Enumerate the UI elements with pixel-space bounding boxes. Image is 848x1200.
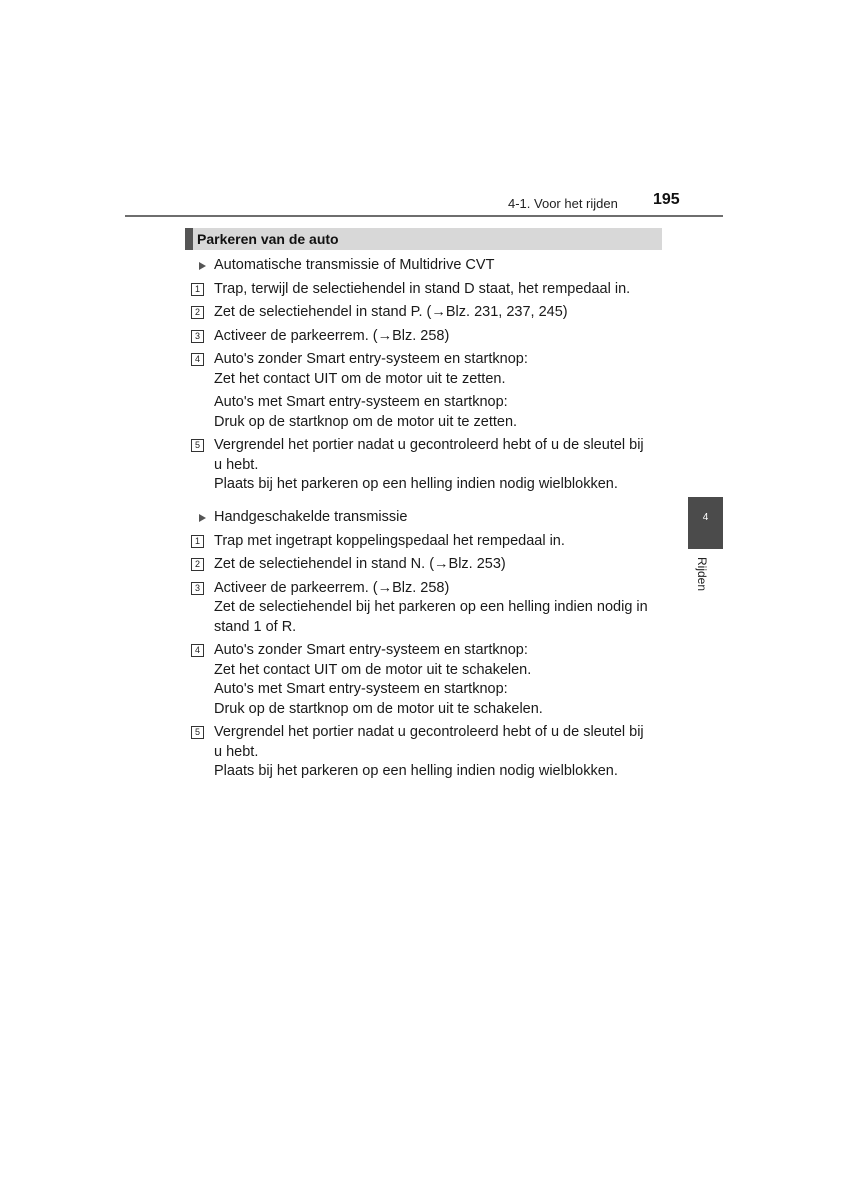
chapter-tab <box>688 497 723 549</box>
step-text-line: Vergrendel het portier nadat u gecontroleerd hebt of u de sleutel bij <box>214 724 644 740</box>
step-text-line: Plaats bij het parkeren op een helling indien nodig wielblokken. <box>214 763 618 779</box>
chapter-number: 4 <box>702 512 709 523</box>
step-text-line: Zet de selectiehendel in stand N. (→Blz. 253) <box>214 556 506 572</box>
step-text-line: Auto's met Smart entry-systeem en startknop: <box>214 394 508 410</box>
step-text-line: Vergrendel het portier nadat u gecontroleerd hebt of u de sleutel bij <box>214 437 644 453</box>
page-number: 195 <box>653 191 680 208</box>
header-divider <box>125 215 723 217</box>
step-text-line: Zet het contact UIT om de motor uit te zetten. <box>214 370 506 387</box>
subsection-heading: Handgeschakelde transmissie <box>214 509 408 525</box>
triangle-bullet-icon <box>199 262 206 270</box>
step-number-box: 3 <box>191 330 204 343</box>
step-text-line: u hebt. <box>214 743 259 760</box>
step-text-line: Trap, terwijl de selectiehendel in stand D staat, het rempedaal in. <box>214 280 631 297</box>
step-text-line: Auto's zonder Smart entry-systeem en startknop: <box>214 642 528 658</box>
step-text-line: Plaats bij het parkeren op een helling indien nodig wielblokken. <box>214 476 618 492</box>
step-text-line: Auto's met Smart entry-systeem en startknop: <box>214 681 508 697</box>
step-number-box: 4 <box>191 353 204 366</box>
step-text-line: Zet het contact UIT om de motor uit te schakelen. <box>214 661 532 678</box>
step-text-line: Activeer de parkeerrem. (→Blz. 258) <box>214 579 450 596</box>
step-text-line: u hebt. <box>214 456 259 473</box>
step-text-line: Zet de selectiehendel in stand P. (→Blz. 231, 237, 245) <box>214 304 568 320</box>
step-text-line: Auto's zonder Smart entry-systeem en startknop: <box>214 351 528 367</box>
subsection-heading: Automatische transmissie of Multidrive CVT <box>214 257 495 273</box>
step-number-box: 2 <box>191 558 204 571</box>
step-number-box: 3 <box>191 582 204 595</box>
step-number-box: 2 <box>191 306 204 319</box>
triangle-bullet-icon <box>199 514 206 522</box>
step-text-line: Druk op de startknop om de motor uit te zetten. <box>214 413 518 430</box>
step-text-line: Activeer de parkeerrem. (→Blz. 258) <box>214 327 450 344</box>
chapter-label: Rijden <box>695 557 709 592</box>
step-number-box: 5 <box>191 726 204 739</box>
step-number-box: 1 <box>191 535 204 548</box>
header-section-title: 4-1. Voor het rijden <box>508 196 618 211</box>
step-text-line: Trap met ingetrapt koppelingspedaal het rempedaal in. <box>214 532 565 549</box>
step-text-line: Zet de selectiehendel bij het parkeren op een helling indien nodig in <box>214 599 648 615</box>
section-title: Parkeren van de auto <box>197 231 339 247</box>
step-number-box: 1 <box>191 283 204 296</box>
section-title-bar <box>185 228 662 250</box>
step-number-box: 4 <box>191 644 204 657</box>
step-text-line: stand 1 of R. <box>214 618 297 635</box>
step-number-box: 5 <box>191 439 204 452</box>
step-text-line: Druk op de startknop om de motor uit te schakelen. <box>214 700 543 717</box>
